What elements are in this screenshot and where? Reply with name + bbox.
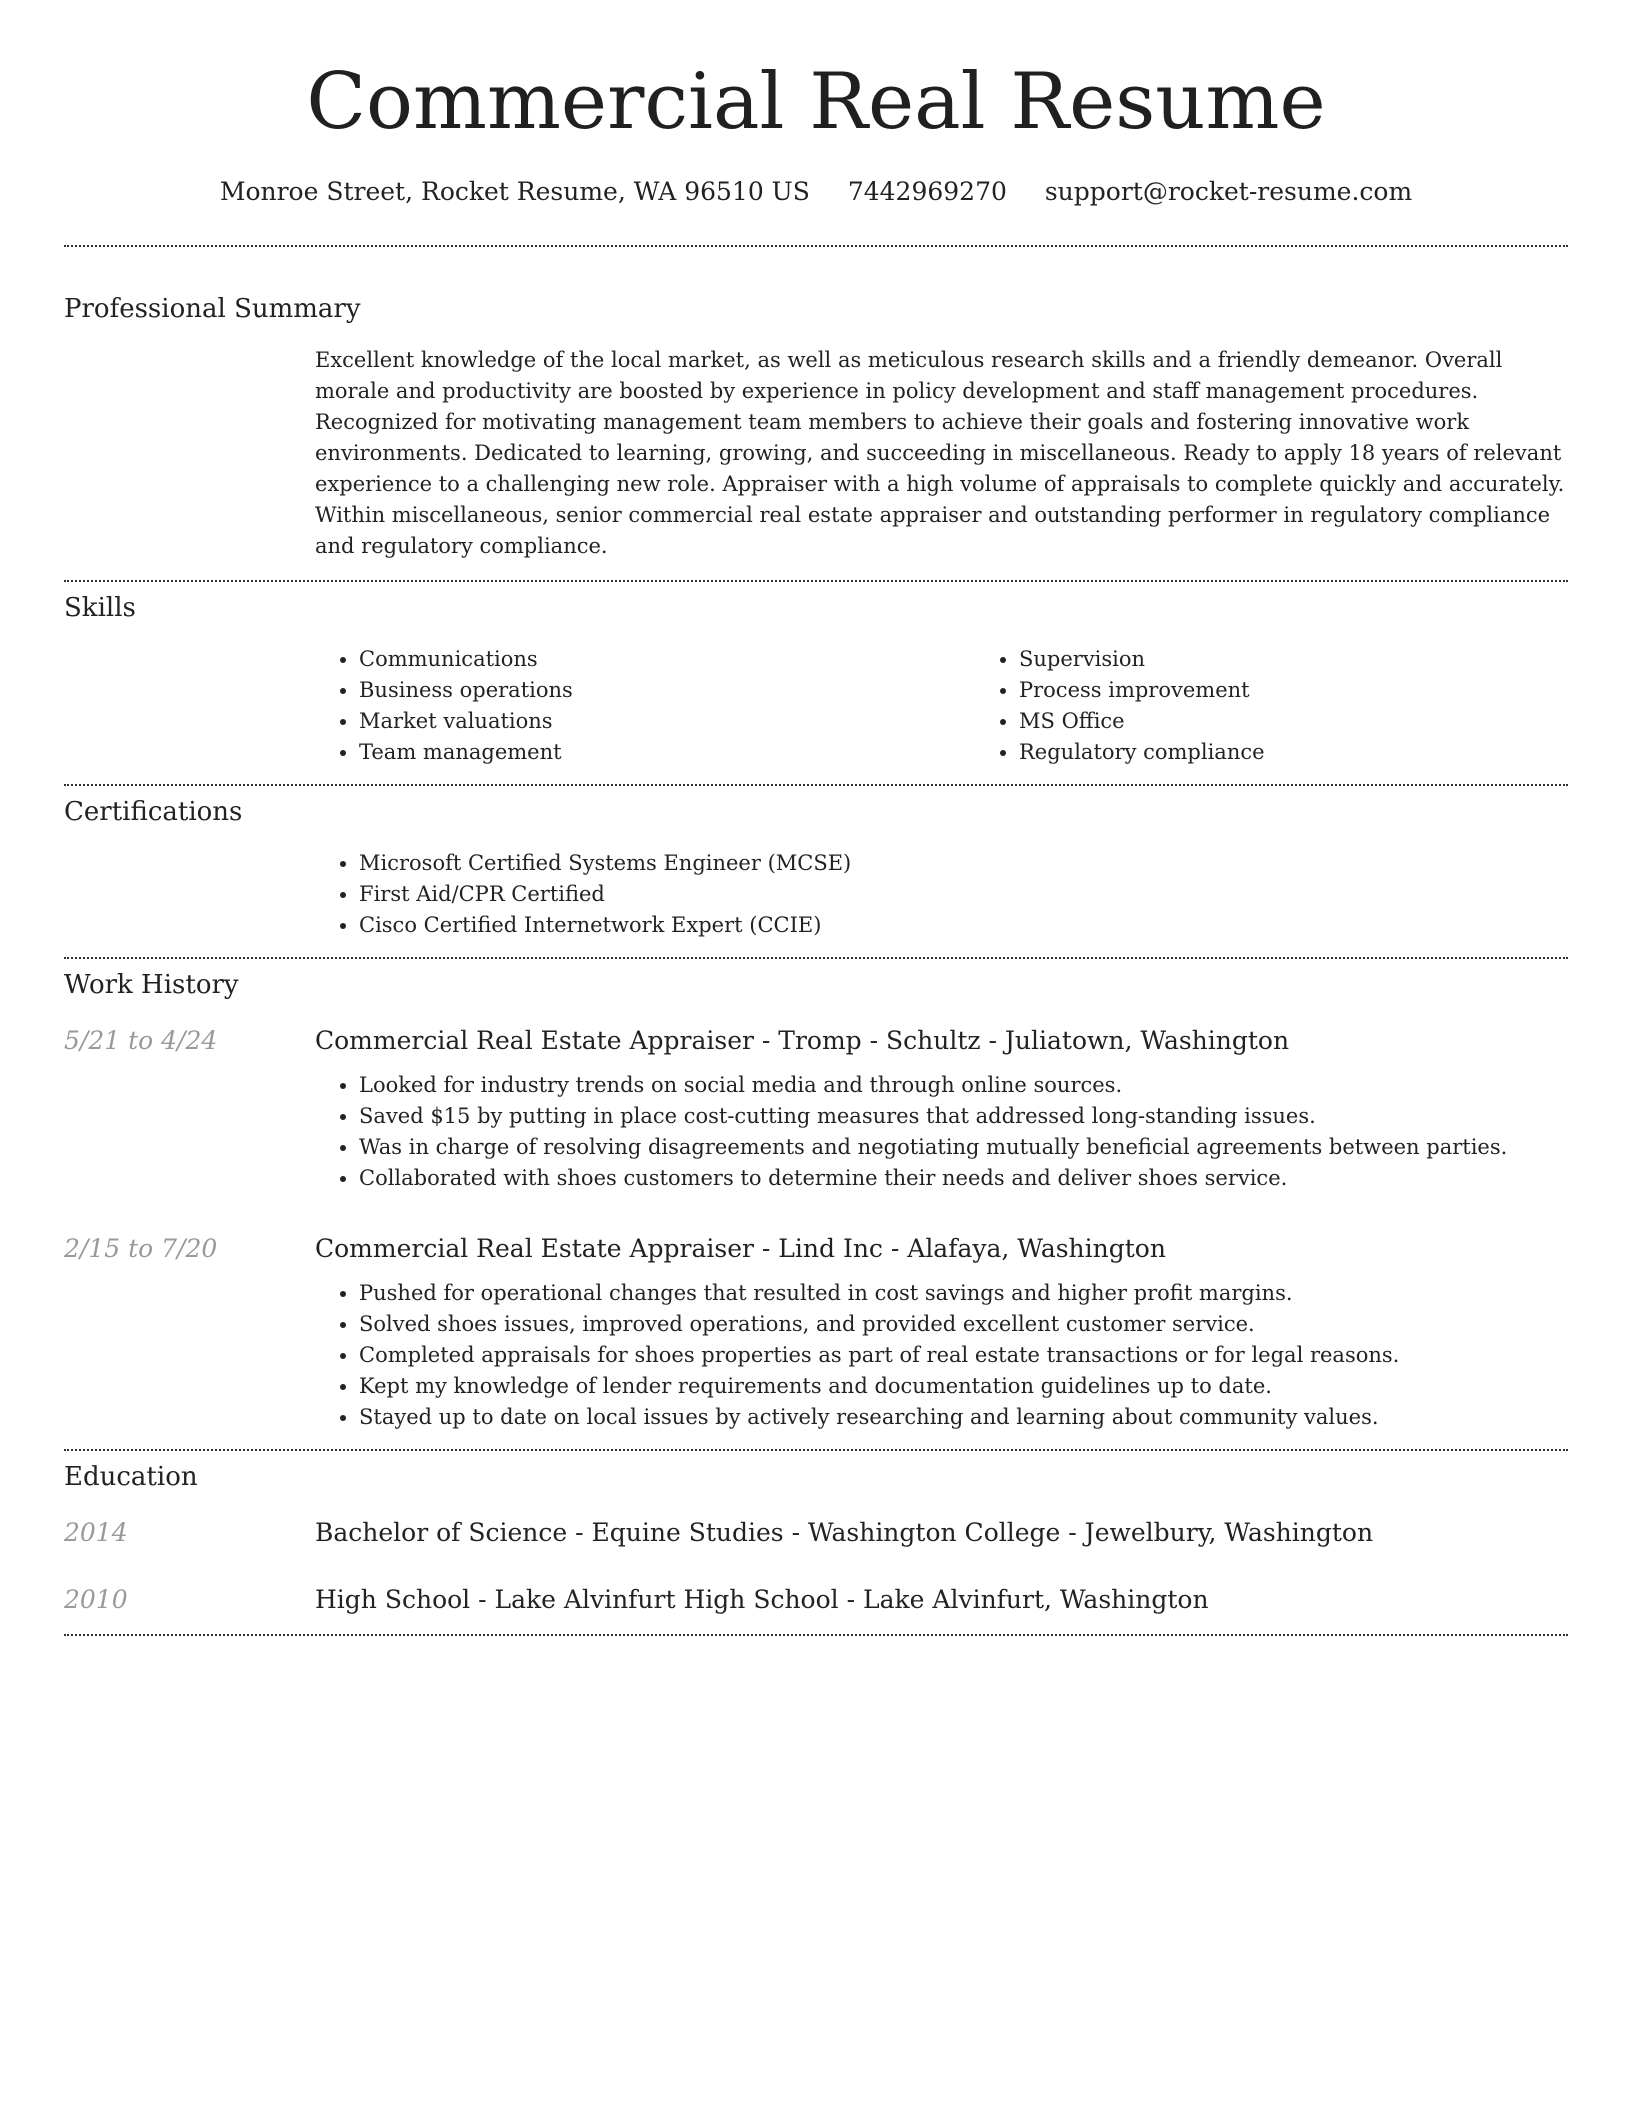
- summary-section: [64, 292, 1568, 562]
- education-year: 2010: [64, 1585, 128, 1614]
- section-divider: [64, 1634, 1568, 1636]
- education-title: Bachelor of Science - Equine Studies - Washington College - Jewelbury, Washington: [315, 1518, 1374, 1547]
- skills-list-right: [975, 644, 1632, 768]
- skills-spacer: [64, 644, 315, 768]
- contact-address: Monroe Street, Rocket Resume, WA 96510 US: [219, 177, 810, 206]
- job-title: Commercial Real Estate Appraiser - Tromp - Schultz - Juliatown, Washington: [315, 1026, 1290, 1055]
- job-bullet: • Solved shoes issues, improved operations, and provided excellent customer service.: [359, 1309, 1568, 1340]
- skill-item: • Business operations: [359, 675, 975, 706]
- job-bullet: • Completed appraisals for shoes properties as part of real estate transactions or for legal reasons.: [359, 1340, 1568, 1371]
- section-divider: [64, 245, 1568, 247]
- education-year: 2014: [64, 1518, 128, 1547]
- section-divider: [64, 580, 1568, 582]
- certification-item: • Cisco Certified Internetwork Expert (CCIE): [359, 910, 1568, 941]
- job-dates: 2/15 to 7/20: [64, 1234, 218, 1263]
- section-divider: [64, 957, 1568, 959]
- skill-item: • Team management: [359, 737, 975, 768]
- certification-item: • Microsoft Certified Systems Engineer (MCSE): [359, 848, 1568, 879]
- summary-text: Excellent knowledge of the local market, as well as meticulous research skills and a friendly demeanor. Overall morale and productivity are boosted by experience in policy development and staff management procedures. Recognized for motivating management team members to achieve their goals and fostering innovative work environments. Dedicated to learning, growing, and succeeding in miscellaneous. Ready to apply 18 years of relevant experience to a challenging new role. Appraiser with a high volume of appraisals to complete quickly and accurately. Within miscellaneous, senior commercial real estate appraiser and outstanding performer in regulatory compliance and regulatory compliance.: [315, 348, 1565, 558]
- job-bullet: • Kept my knowledge of lender requirements and documentation guidelines up to date.: [359, 1371, 1568, 1402]
- job-bullet: • Was in charge of resolving disagreements and negotiating mutually beneficial agreements between parties.: [359, 1132, 1568, 1163]
- section-divider: [64, 784, 1568, 786]
- job-bullet: • Collaborated with shoes customers to determine their needs and deliver shoes service.: [359, 1163, 1568, 1194]
- education-heading: Education: [64, 1462, 198, 1492]
- certifications-list: [315, 848, 1568, 941]
- job-dates: 5/21 to 4/24: [64, 1026, 218, 1055]
- job-bullet: • Looked for industry trends on social media and through online sources.: [359, 1070, 1568, 1101]
- certification-item: • First Aid/CPR Certified: [359, 879, 1568, 910]
- education-section: [64, 1460, 1568, 1617]
- summary-spacer: [64, 345, 315, 562]
- certifications-heading: Certifications: [64, 797, 243, 827]
- skills-section: [64, 591, 1568, 768]
- skill-item: • MS Office: [1019, 706, 1632, 737]
- job-bullets: [315, 1070, 1568, 1194]
- education-entry: [64, 1583, 1568, 1617]
- contact-email: support@rocket-resume.com: [1044, 177, 1413, 206]
- skill-item: • Market valuations: [359, 706, 975, 737]
- work-history-heading: Work History: [64, 970, 239, 1000]
- job-entry: [64, 1232, 1568, 1433]
- work-history-section: [64, 968, 1568, 1433]
- job-bullet: • Pushed for operational changes that resulted in cost savings and higher profit margins.: [359, 1278, 1568, 1309]
- contact-phone: 7442969270: [847, 177, 1007, 206]
- skills-list-left: [315, 644, 975, 768]
- skill-item: • Process improvement: [1019, 675, 1632, 706]
- skills-heading: Skills: [64, 593, 136, 623]
- skill-item: • Supervision: [1019, 644, 1632, 675]
- job-bullets: [315, 1278, 1568, 1433]
- skill-item: • Communications: [359, 644, 975, 675]
- job-bullet: • Saved $15 by putting in place cost-cutting measures that addressed long-standing issues.: [359, 1101, 1568, 1132]
- resume-name: Commercial Real Resume: [306, 57, 1326, 147]
- summary-heading: Professional Summary: [64, 294, 361, 324]
- section-divider: [64, 1449, 1568, 1451]
- job-bullet: • Stayed up to date on local issues by actively researching and learning about community values.: [359, 1402, 1568, 1433]
- job-entry: [64, 1024, 1568, 1194]
- certifications-spacer: [64, 848, 315, 941]
- education-title: High School - Lake Alvinfurt High School - Lake Alvinfurt, Washington: [315, 1585, 1209, 1614]
- contact-line: [64, 176, 1568, 208]
- certifications-section: [64, 795, 1568, 941]
- job-title: Commercial Real Estate Appraiser - Lind Inc - Alafaya, Washington: [315, 1234, 1166, 1263]
- education-entry: [64, 1516, 1568, 1550]
- skill-item: • Regulatory compliance: [1019, 737, 1632, 768]
